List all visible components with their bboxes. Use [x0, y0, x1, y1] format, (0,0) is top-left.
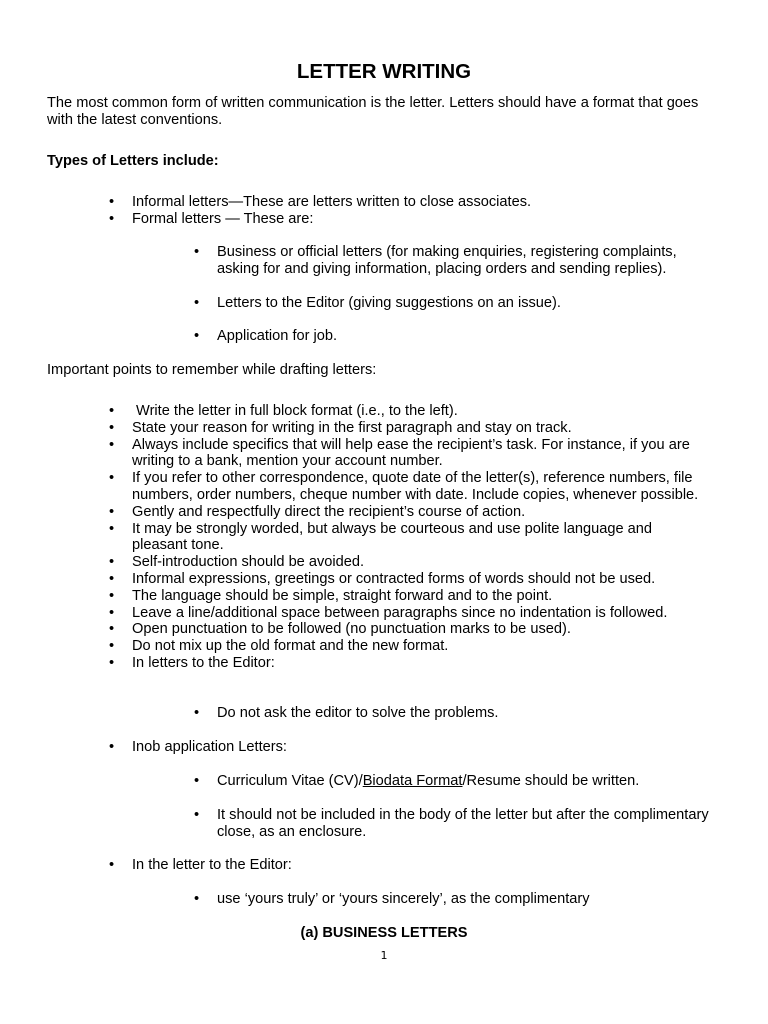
list-item: • Formal letters — These are:	[108, 211, 708, 228]
spacer	[193, 790, 713, 807]
list-item: • Leave a line/additional space between paragraphs since no indentation is followed.	[108, 605, 708, 622]
list-item: • Inob application Letters:	[108, 739, 708, 756]
list-item: • If you refer to other correspondence, quote date of the letter(s), reference numbers, file numbers, order numbers, cheque number with date. Include copies, whenever possible.	[108, 470, 708, 504]
page-title: LETTER WRITING	[296, 60, 472, 83]
page-number: 1	[380, 949, 388, 962]
types-list	[108, 194, 708, 228]
list-item: • It should not be included in the body of the letter but after the complimentary close, as an enclosure.	[193, 807, 713, 841]
list-item: • In the letter to the Editor:	[108, 857, 708, 874]
list-item	[193, 773, 713, 790]
list-item: • Letters to the Editor (giving suggestions on an issue).	[193, 295, 713, 312]
intro-paragraph: The most common form of written communication is the letter. Letters should have a format that goes with the latest conventions.	[47, 95, 699, 128]
list-item: • In letters to the Editor:	[108, 655, 708, 672]
list-item: • use ‘yours truly’ or ‘yours sincerely’, as the complimentary	[193, 891, 713, 908]
cv-text-before: Curriculum Vitae (CV)/	[217, 773, 363, 789]
list-item: • Informal expressions, greetings or contracted forms of words should not be used.	[108, 571, 708, 588]
list-item: • Informal letters—These are letters written to close associates.	[108, 194, 708, 211]
list-item: • Gently and respectfully direct the recipient’s course of action.	[108, 504, 708, 521]
biodata-format-link[interactable]: Biodata Format	[362, 773, 463, 789]
list-item: • The language should be simple, straight forward and to the point.	[108, 588, 708, 605]
formal-types-list	[193, 244, 713, 345]
editor-heading-2-list	[108, 857, 708, 874]
list-item: • Always include specifics that will help ease the recipient’s task. For instance, if you are writing to a bank, mention your account number.	[108, 437, 708, 471]
cv-text-after: /Resume should be written.	[462, 773, 640, 789]
list-item: • Do not ask the editor to solve the problems.	[193, 705, 713, 722]
points-list	[108, 403, 708, 672]
job-heading-list	[108, 739, 708, 756]
spacer	[193, 278, 713, 295]
types-heading: Types of Letters include:	[47, 153, 219, 169]
editor-points-list	[193, 705, 713, 722]
points-heading: Important points to remember while drafting letters:	[47, 362, 377, 378]
list-item: • Self-introduction should be avoided.	[108, 554, 708, 571]
editor-points-2-list	[193, 891, 713, 908]
spacer	[193, 311, 713, 328]
job-points-list	[193, 773, 713, 840]
list-item: • Application for job.	[193, 328, 713, 345]
list-item: • Write the letter in full block format (i.e., to the left).	[108, 403, 708, 420]
section-heading: (a) BUSINESS LETTERS	[300, 925, 468, 941]
list-item: • Business or official letters (for making enquiries, registering complaints, asking for and giving information, placing orders and sending replies).	[193, 244, 713, 278]
list-item: • It may be strongly worded, but always be courteous and use polite language and pleasant tone.	[108, 521, 708, 555]
list-item: • Open punctuation to be followed (no punctuation marks to be used).	[108, 621, 708, 638]
list-item: • State your reason for writing in the first paragraph and stay on track.	[108, 420, 708, 437]
list-item: • Do not mix up the old format and the new format.	[108, 638, 708, 655]
